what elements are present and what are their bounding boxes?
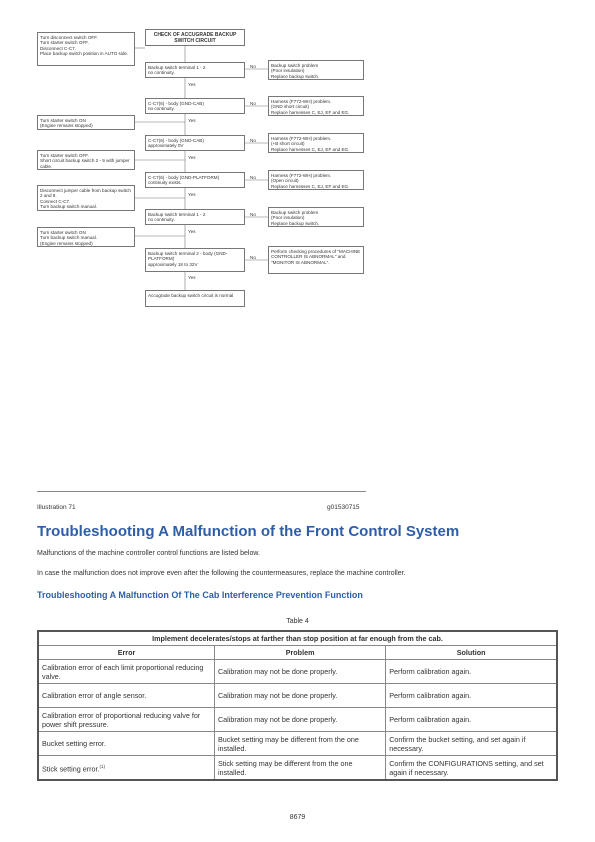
page-number: 8679 — [289, 814, 306, 821]
yes-label: Yes — [188, 192, 196, 197]
illustration-code: g01530715 — [327, 504, 360, 511]
cell-problem: Calibration may not be done properly. — [214, 660, 385, 684]
flowchart — [0, 0, 595, 330]
cell-error: Calibration error of each limit proportional reducing valve. — [38, 660, 214, 684]
yes-label: Yes — [188, 275, 196, 280]
section-heading: Troubleshooting A Malfunction of the Front Control System — [37, 523, 460, 540]
flow-step-1: Turn disconnect switch OFF. Turn starter switch OFF. Disconnect C-C7. Place backup switch position in AUTO side. — [37, 32, 135, 66]
flow-result-6: Perform checking procedures of "MACHINE CONTROLLER IS ABNORMAL" and "MONITOR IS ABNORMAL". — [268, 246, 364, 274]
cell-error — [38, 756, 214, 781]
cell-solution: Confirm the CONFIGURATIONS setting, and set again if necessary. — [386, 756, 557, 781]
table-banner-row — [38, 631, 557, 646]
cell-error: Bucket setting error. — [38, 732, 214, 756]
flow-step-2: Turn starter switch ON (Engine remains stopped) — [37, 115, 135, 130]
cell-solution: Perform calibration again. — [386, 684, 557, 708]
cell-solution: Perform calibration again. — [386, 660, 557, 684]
yes-label: Yes — [188, 118, 196, 123]
troubleshooting-table — [37, 630, 558, 781]
subsection-heading: Troubleshooting A Malfunction Of The Cab Interference Prevention Function — [37, 590, 363, 600]
flow-step-5: Turn starter switch ON Turn backup switch manual. (Engine remains stopped) — [37, 227, 135, 247]
cell-solution: Perform calibration again. — [386, 708, 557, 732]
no-label: No — [250, 64, 256, 69]
illustration-label: Illustration 71 — [37, 504, 76, 511]
flow-result-4: Harness (F772-WH) problem. (Open circuit) Replace harnesses C, EJ, EF and EG. — [268, 170, 364, 190]
no-label: No — [250, 175, 256, 180]
intro-paragraph: Malfunctions of the machine controller control functions are listed below. — [37, 550, 260, 557]
cell-problem: Stick setting may be different from the one installed. — [214, 756, 385, 781]
table-header-row — [38, 646, 557, 660]
cell-problem: Calibration may not be done properly. — [214, 684, 385, 708]
flow-check-2: C-C7(6) - body (GND-CAB) no continuity. — [145, 98, 245, 114]
table-row — [38, 684, 557, 708]
flow-result-2: Harness (F772-WH) problem. (GND short circuit) Replace harnesses C, EJ, EF and EG. — [268, 96, 364, 116]
cell-problem: Calibration may not be done properly. — [214, 708, 385, 732]
flow-check-3: C-C7(6) - body (GND-CAB) approximately 0V — [145, 135, 245, 151]
no-label: No — [250, 255, 256, 260]
flow-step-4: Disconnect jumper cable from backup switch 2 and 9. Connect C-C7. Turn backup switch manual. — [37, 185, 135, 211]
flow-check-6: Backup switch terminal 2 - body (GND-PLATFORM) approximately 18 to 32V — [145, 248, 245, 272]
cell-error: Calibration error of angle sensor. — [38, 684, 214, 708]
yes-label: Yes — [188, 229, 196, 234]
flow-check-4: C-C7(6) - body (GND-PLATFORM) continuity exists. — [145, 172, 245, 188]
cell-error-text: Stick setting error. — [42, 764, 100, 774]
note-paragraph: In case the malfunction does not improve even after the following the countermeasures, replace the machine controller. — [37, 570, 406, 577]
table-row — [38, 660, 557, 684]
flow-check-5: Backup switch terminal 1 - 2 no continuity. — [145, 209, 245, 225]
table-row — [38, 708, 557, 732]
flow-result-3: Harness (F772-WH) problem. (+B short circuit) Replace harnesses C, EJ, EF and EG. — [268, 133, 364, 153]
flow-step-3: Turn starter switch OFF. Short circuit backup switch 2 - 9 with jumper cable. — [37, 150, 135, 170]
table-banner: Implement decelerates/stops at farther than stop position at far enough from the cab. — [38, 631, 557, 646]
flowchart-title: CHECK OF ACCUGRADE BACKUP SWITCH CIRCUIT — [145, 29, 245, 46]
flow-final: Accugrade backup switch circuit is normal — [145, 290, 245, 307]
footnote-mark: (1) — [99, 763, 106, 769]
yes-label: Yes — [188, 155, 196, 160]
caption-rule — [37, 491, 366, 492]
no-label: No — [250, 101, 256, 106]
header-solution: Solution — [386, 646, 557, 660]
header-error: Error — [38, 646, 214, 660]
flow-result-1: Backup switch problem (Poor insulation) Replace backup switch. — [268, 60, 364, 80]
no-label: No — [250, 212, 256, 217]
table-caption: Table 4 — [286, 618, 309, 625]
cell-solution: Confirm the bucket setting, and set again if necessary. — [386, 732, 557, 756]
flow-check-1: Backup switch terminal 1 - 2 no continuity. — [145, 62, 245, 78]
yes-label: Yes — [188, 82, 196, 87]
table-row — [38, 732, 557, 756]
table-row — [38, 756, 557, 781]
cell-error: Calibration error of proportional reducing valve for power shift pressure. — [38, 708, 214, 732]
flow-result-5: Backup switch problem (Poor insulation) Replace backup switch. — [268, 207, 364, 227]
header-problem: Problem — [214, 646, 385, 660]
no-label: No — [250, 138, 256, 143]
cell-problem: Bucket setting may be different from the one installed. — [214, 732, 385, 756]
